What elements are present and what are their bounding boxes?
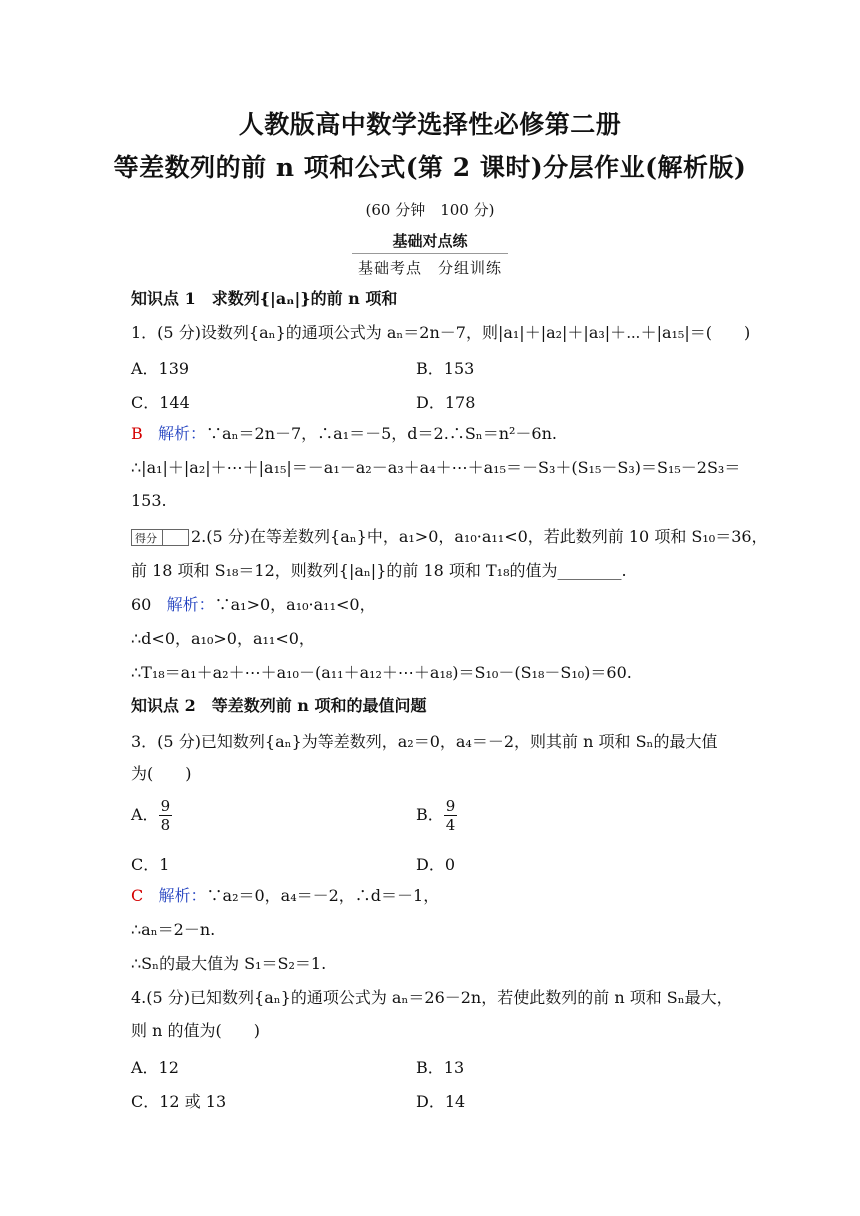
q3-solution-text: ∵a₂＝0，a₄＝－2，∴d＝－1， [206,886,440,905]
q1-solution-line-1 [131,424,731,444]
section-heading: 基础对点练 [352,230,508,254]
question-3-line-1: 3．(5 分)已知数列{aₙ}为等差数列，a₂＝0，a₄＝－2，则其前 n 项和 Sₙ的最大值 [131,732,718,751]
q3-option-b-label: B． [416,805,444,824]
doc-title: 人教版高中数学选择性必修第二册 [238,110,622,139]
q1-option-d: D．178 [416,393,476,412]
q1-answer-label: 解析： [158,424,207,443]
q3-option-d: D．0 [416,855,456,874]
knowledge-point-2: 知识点 2 等差数列前 n 项和的最值问题 [131,696,427,715]
question-4-line-2: 则 n 的值为( ) [131,1021,260,1040]
q3-answer-label: 解析： [158,886,207,905]
q1-option-c: C．144 [131,393,190,412]
doc-subtitle: 等差数列的前 n 项和公式(第 2 课时)分层作业(解析版) [113,153,747,182]
q3-solution-line-1 [131,886,731,906]
q3-option-b-fraction [444,797,458,834]
q4-option-a: A．12 [131,1058,179,1077]
q3-option-a [131,797,172,834]
q2-solution-line-3: ∴T₁₈＝a₁＋a₂＋⋯＋a₁₀－(a₁₁＋a₁₂＋⋯＋a₁₈)＝S₁₀－(S₁₈－S₁₀)＝60. [131,663,632,682]
q3-option-c: C．1 [131,855,170,874]
time-info: (60 分钟 100 分) [365,201,495,219]
q3-option-a-fraction [159,797,173,834]
fraction-denominator: 4 [445,816,456,834]
q3-solution-line-2: ∴aₙ＝2－n. [131,920,216,939]
question-1: 1．(5 分)设数列{aₙ}的通项公式为 aₙ＝2n－7，则|a₁|＋|a₂|＋|a₃|＋⋯＋|a₁₅|＝( ) [131,323,751,342]
question-4-line-1: 4.(5 分)已知数列{aₙ}的通项公式为 aₙ＝26－2n，若使此数列的前 n 项和 Sₙ最大， [131,988,733,1007]
q2-solution-line-2: ∴d<0，a₁₀>0，a₁₁<0， [131,629,315,648]
q1-answer: B [131,424,143,443]
q1-option-b: B．153 [416,359,475,378]
q4-option-c: C．12 或 13 [131,1092,227,1111]
q2-solution-text: ∵a₁>0，a₁₀·a₁₁<0， [214,595,376,614]
score-box: 得分 [131,529,189,546]
q4-option-b: B．13 [416,1058,465,1077]
question-3-line-2: 为( ) [131,764,192,783]
knowledge-point-1: 知识点 1 求数列{|aₙ|}的前 n 项和 [131,289,398,308]
q2-solution-line-1 [131,595,731,615]
q2-text-1: 2.(5 分)在等差数列{aₙ}中，a₁>0，a₁₀·a₁₁<0，若此数列前 10 项和 S₁₀＝36， [191,527,768,546]
q2-answer-label: 解析： [166,595,215,614]
fraction-numerator: 9 [445,797,456,815]
q1-solution-line-2: ∴|a₁|＋|a₂|＋⋯＋|a₁₅|＝－a₁－a₂－a₃＋a₄＋⋯＋a₁₅＝－S₃＋(S₁₅－S₃)＝S₁₅－2S₃＝ [131,458,741,477]
question-2-line-2: 前 18 项和 S₁₈＝12，则数列{|aₙ|}的前 18 项和 T₁₈的值为________. [131,561,627,580]
question-2-line-1 [131,527,768,547]
q1-option-a: A．139 [131,359,190,378]
q3-answer: C [131,886,144,905]
q3-option-b [416,797,457,834]
q3-option-a-label: A． [131,805,159,824]
q1-solution-text: ∵aₙ＝2n－7，∴a₁＝－5，d＝2.∴Sₙ＝n²－6n. [206,424,557,443]
q3-solution-line-3: ∴Sₙ的最大值为 S₁＝S₂＝1. [131,954,327,973]
q2-answer: 60 [131,595,152,614]
q4-option-d: D．14 [416,1092,466,1111]
fraction-denominator: 8 [160,816,171,834]
q1-solution-line-3: 153. [131,491,167,510]
section-subheading: 基础考点 分组训练 [357,259,502,277]
fraction-numerator: 9 [160,797,171,815]
